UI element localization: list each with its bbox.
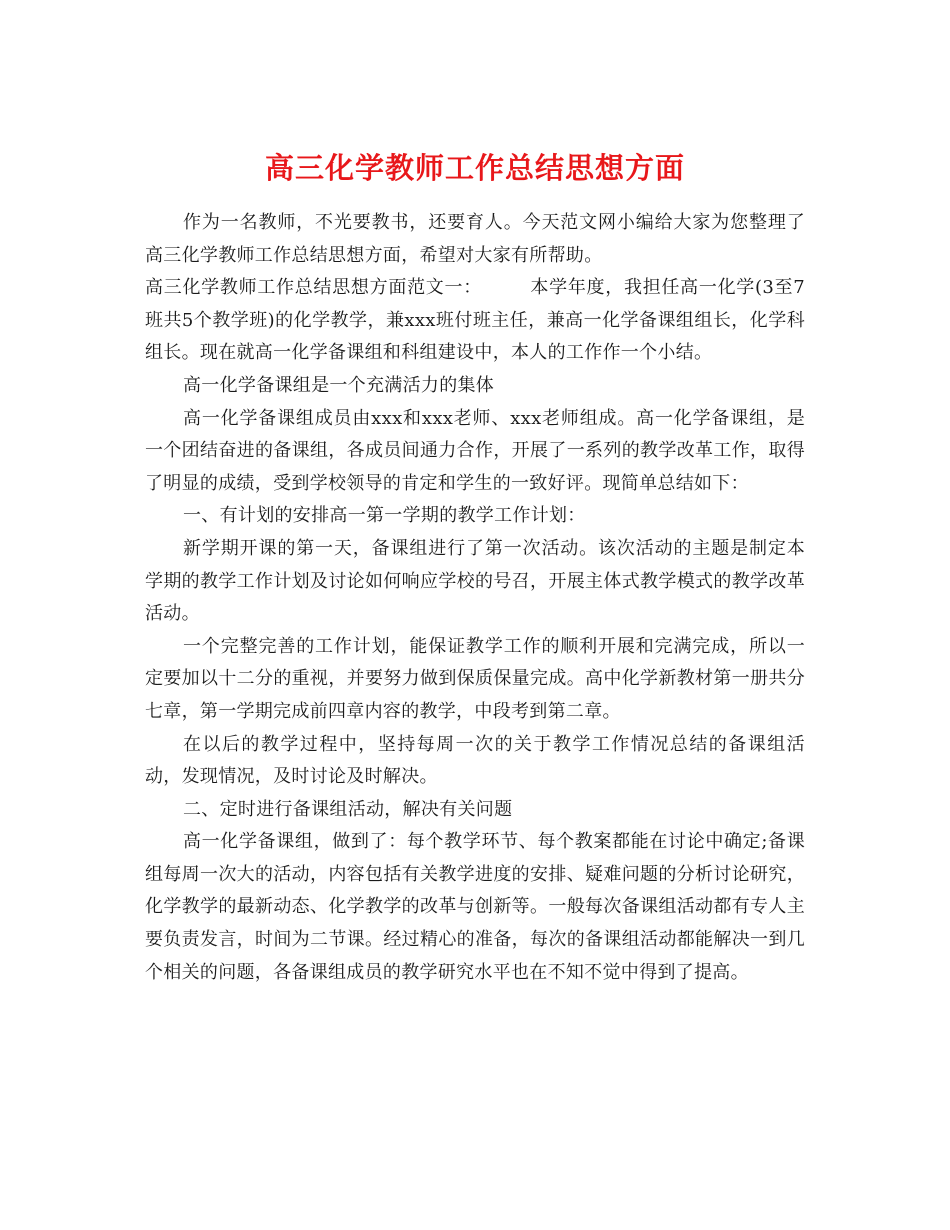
paragraph-members: 高一化学备课组成员由xxx和xxx老师、xxx老师组成。高一化学备课组，是一个团结奋进的备课组，各成员间通力合作，开展了一系列的教学改革工作，取得了明显的成绩，受到学校领导的肯定和学生的一致好评。现简单总结如下： (145, 407, 805, 494)
sample-opening: 本学年度，我担任高一化学(3至7班共5个教学班)的化学教学，兼xxx班付班主任，兼高一化学备课组组长，化学科组长。现在就高一化学备课组和科组建设中，本人的工作作一个小结。 (145, 277, 805, 364)
paragraph-weekly: 在以后的教学过程中，坚持每周一次的关于教学工作情况总结的备课组活动，发现情况，及时讨论及时解决。 (145, 733, 805, 788)
document-body (145, 207, 805, 989)
document-title: 高三化学教师工作总结思想方面 (264, 151, 685, 186)
paragraph-first-day: 新学期开课的第一天，备课组进行了第一次活动。该次活动的主题是制定本学期的教学工作计划及讨论如何响应学校的号召，开展主体式教学模式的教学改革活动。 (145, 537, 805, 625)
paragraph-sample-one (145, 272, 805, 370)
paragraph-section-heading: 高一化学备课组是一个充满活力的集体 (183, 374, 495, 396)
sample-heading: 高三化学教师工作总结思想方面范文一： (145, 277, 482, 299)
paragraph-plan: 一个完整完善的工作计划，能保证教学工作的顺利开展和完满完成，所以一定要加以十二分的重视，并要努力做到保质保量完成。高中化学新教材第一册共分七章，第一学期完成前四章内容的教学，中段考到第二章。 (145, 635, 805, 722)
paragraph-heading-two: 二、定时进行备课组活动，解决有关问题 (183, 798, 513, 820)
paragraph-heading-one: 一、有计划的安排高一第一学期的教学工作计划： (183, 505, 586, 527)
paragraph-activities: 高一化学备课组，做到了：每个教学环节、每个教案都能在讨论中确定;备课组每周一次大的活动，内容包括有关教学进度的安排、疑难问题的分析讨论研究，化学教学的最新动态、化学教学的改革与创新等。一般每次备课组活动都有专人主要负责发言，时间为二节课。经过精心的准备，每次的备课组活动都能解决一到几个相关的问题，各备课组成员的教学研究水平也在不知不觉中得到了提高。 (145, 831, 805, 983)
paragraph-intro: 作为一名教师，不光要教书，还要育人。今天范文网小编给大家为您整理了高三化学教师工作总结思想方面，希望对大家有所帮助。 (145, 212, 805, 266)
